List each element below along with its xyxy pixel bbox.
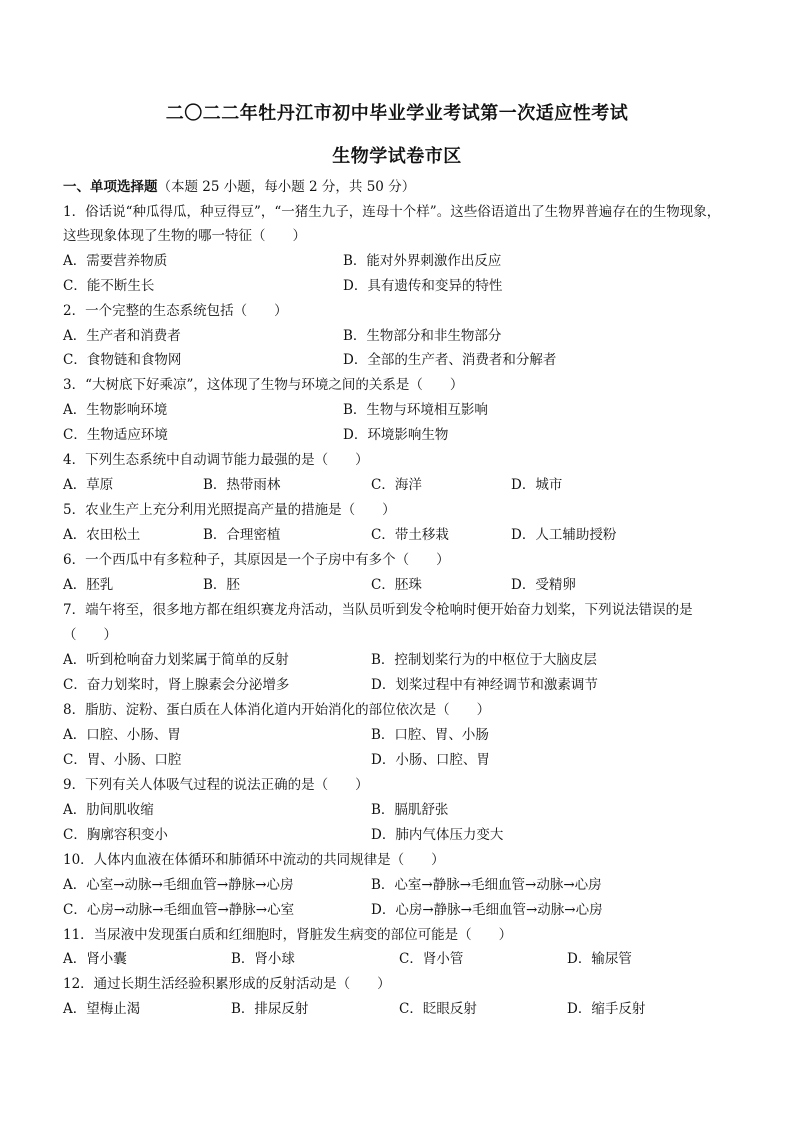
question-8-option-c[interactable]: C．胃、小肠、口腔: [63, 752, 182, 768]
question-1-option-d[interactable]: D．具有遗传和变异的特性: [343, 278, 503, 294]
question-1-stem: 1．俗话说“种瓜得瓜，种豆得豆”，“一猪生九子，连母十个样”。这些俗语道出了生物界普遍存在的生物现象，: [63, 204, 721, 220]
question-12-option-d[interactable]: D．缩手反射: [567, 1001, 646, 1017]
question-8-option-a[interactable]: A．口腔、小肠、胃: [63, 727, 181, 743]
question-9-option-a[interactable]: A．肋间肌收缩: [63, 802, 154, 818]
question-10-option-d[interactable]: D．心房→静脉→毛细血管→动脉→心房: [371, 902, 603, 918]
question-6-option-c[interactable]: C．胚珠: [371, 577, 422, 593]
question-11-option-a[interactable]: A．肾小囊: [63, 951, 127, 967]
question-4-option-d[interactable]: D．城市: [511, 477, 563, 493]
question-8-option-b[interactable]: B．口腔、胃、小肠: [371, 727, 489, 743]
question-9-stem: 9．下列有关人体吸气过程的说法正确的是（ ）: [63, 777, 369, 793]
question-11-option-b[interactable]: B．肾小球: [231, 951, 295, 967]
question-10-option-c[interactable]: C．心房→动脉→毛细血管→静脉→心室: [63, 902, 295, 918]
question-3-option-d[interactable]: D．环境影响生物: [343, 427, 449, 443]
question-4-stem: 4．下列生态系统中自动调节能力最强的是（ ）: [63, 452, 369, 468]
question-10-stem: 10．人体内血液在体循环和肺循环中流动的共同规律是（ ）: [63, 852, 445, 868]
question-4-option-a[interactable]: A．草原: [63, 477, 114, 493]
question-5-option-c[interactable]: C．带土移栽: [371, 527, 449, 543]
question-6-option-a[interactable]: A．胚乳: [63, 577, 114, 593]
question-3-option-c[interactable]: C．生物适应环境: [63, 427, 168, 443]
question-6-stem: 6．一个西瓜中有多粒种子，其原因是一个子房中有多个（ ）: [63, 552, 450, 568]
question-10-option-a[interactable]: A．心室→动脉→毛细血管→静脉→心房: [63, 877, 294, 893]
question-7-option-c[interactable]: C．奋力划桨时，肾上腺素会分泌增多: [63, 677, 290, 693]
question-8-option-d[interactable]: D．小肠、口腔、胃: [371, 752, 490, 768]
question-6-option-d[interactable]: D．受精卵: [511, 577, 576, 593]
question-9-option-b[interactable]: B．膈肌舒张: [371, 802, 449, 818]
question-5-option-a[interactable]: A．农田松土: [63, 527, 141, 543]
question-3-option-b[interactable]: B．生物与环境相互影响: [343, 402, 488, 418]
question-5-option-b[interactable]: B．合理密植: [203, 527, 281, 543]
question-7-stem: 7．端午将至，很多地方都在组织赛龙舟活动，当队员听到发令枪响时便开始奋力划桨，下列说法错误的是: [63, 602, 693, 618]
question-2-stem: 2．一个完整的生态系统包括（ ）: [63, 303, 288, 319]
question-1-option-a[interactable]: A．需要营养物质: [63, 253, 168, 269]
question-2-option-c[interactable]: C．食物链和食物网: [63, 352, 182, 368]
question-3-stem: 3．“大树底下好乘凉”，这体现了生物与环境之间的关系是（ ）: [63, 377, 464, 393]
question-5-option-d[interactable]: D．人工辅助授粉: [511, 527, 617, 543]
question-2-option-a[interactable]: A．生产者和消费者: [63, 328, 181, 344]
question-8-stem: 8．脂肪、淀粉、蛋白质在人体消化道内开始消化的部位依次是（ ）: [63, 702, 491, 718]
question-4-option-b[interactable]: B．热带雨林: [203, 477, 281, 493]
question-1-stem-cont: 这些现象体现了生物的哪一特征（ ）: [63, 228, 306, 244]
question-1-option-b[interactable]: B．能对外界刺激作出反应: [343, 253, 502, 269]
question-12-stem: 12．通过长期生活经验积累形成的反射活动是（ ）: [63, 976, 391, 992]
question-4-option-c[interactable]: C．海洋: [371, 477, 422, 493]
question-9-option-c[interactable]: C．胸廓容积变小: [63, 827, 168, 843]
question-9-option-d[interactable]: D．肺内气体压力变大: [371, 827, 504, 843]
exam-title: 二〇二二年牡丹江市初中毕业学业考试第一次适应性考试: [165, 103, 629, 124]
section-heading: [63, 175, 415, 195]
question-12-option-b[interactable]: B．排尿反射: [231, 1001, 309, 1017]
question-12-option-a[interactable]: A．望梅止渴: [63, 1001, 141, 1017]
question-7-option-a[interactable]: A．听到枪响奋力划桨属于简单的反射: [63, 652, 289, 668]
question-11-stem: 11．当尿液中发现蛋白质和红细胞时，肾脏发生病变的部位可能是（ ）: [63, 927, 513, 943]
question-2-option-b[interactable]: B．生物部分和非生物部分: [343, 328, 502, 344]
question-12-option-c[interactable]: C．眨眼反射: [399, 1001, 477, 1017]
question-3-option-a[interactable]: A．生物影响环境: [63, 402, 168, 418]
question-1-option-c[interactable]: C．能不断生长: [63, 278, 155, 294]
question-7-option-b[interactable]: B．控制划桨行为的中枢位于大脑皮层: [371, 652, 597, 668]
question-11-option-c[interactable]: C．肾小管: [399, 951, 464, 967]
question-6-option-b[interactable]: B．胚: [203, 577, 240, 593]
question-2-option-d[interactable]: D．全部的生产者、消费者和分解者: [343, 352, 557, 368]
question-7-stem-cont: （ ）: [63, 627, 117, 643]
question-7-option-d[interactable]: D．划桨过程中有神经调节和激素调节: [371, 677, 598, 693]
section-label: 一、单项选择题: [63, 179, 158, 195]
question-11-option-d[interactable]: D．输尿管: [567, 951, 632, 967]
section-note: （本题 25 小题，每小题 2 分，共 50 分）: [157, 179, 416, 195]
question-5-stem: 5．农业生产上充分利用光照提高产量的措施是（ ）: [63, 502, 396, 518]
exam-subtitle: 生物学试卷市区: [332, 146, 462, 167]
question-10-option-b[interactable]: B．心室→静脉→毛细血管→动脉→心房: [371, 877, 602, 893]
